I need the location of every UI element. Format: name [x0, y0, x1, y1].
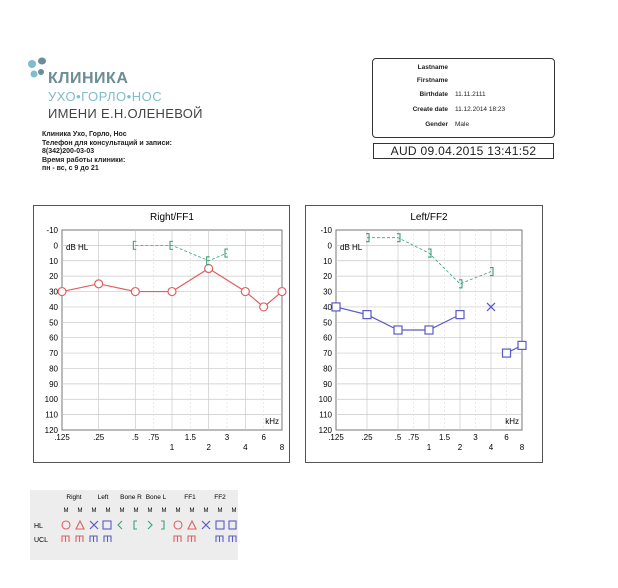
- legend-column-header: Bone R: [120, 494, 142, 501]
- data-point: [168, 288, 176, 296]
- y-tick-label: -10: [46, 226, 58, 235]
- clinic-name: КЛИНИКА: [48, 70, 129, 87]
- x-tick-label: .25: [93, 433, 105, 442]
- y-tick-label: 70: [49, 349, 58, 359]
- x-tick-label: .5: [131, 433, 139, 442]
- y-tick-label: 70: [323, 349, 332, 359]
- y-tick-label: 0: [53, 241, 58, 251]
- legend-bracket-right-icon: [161, 521, 164, 529]
- data-point: [205, 264, 213, 272]
- legend-ucl-icon: [188, 536, 195, 542]
- patient-field-label: Create date: [412, 106, 448, 113]
- audiogram-left-frame: [305, 205, 543, 463]
- legend-sub-label: M: [217, 508, 223, 514]
- contact-line: Время работы клиники:: [42, 156, 126, 164]
- legend-sub-label: M: [77, 508, 83, 514]
- legend-sub-label: M: [161, 508, 167, 514]
- clinic-dedication: ИМЕНИ Е.Н.ОЛЕНЕВОЙ: [48, 106, 203, 121]
- legend-column-header: Bone L: [145, 494, 167, 501]
- x-tick-label: 1: [426, 443, 432, 452]
- y-tick-label: 50: [49, 318, 58, 328]
- data-point: [131, 288, 139, 296]
- x-tick-label: 8: [279, 443, 285, 452]
- legend-sub-label: M: [133, 508, 139, 514]
- y-tick-label: 110: [319, 410, 332, 420]
- data-point: [503, 349, 511, 357]
- patient-field-label: Firstname: [416, 77, 448, 84]
- x-tick-label: 4: [488, 443, 494, 452]
- legend-triangle-icon: [188, 521, 196, 529]
- x-tick-label: 1: [169, 443, 175, 452]
- symbol-legend: [30, 490, 238, 560]
- patient-field-label: Lastname: [417, 64, 448, 71]
- legend-sub-label: M: [63, 508, 69, 514]
- x-axis-label: kHz: [505, 417, 519, 426]
- y-tick-label: 40: [49, 302, 58, 312]
- y-tick-label: 10: [49, 256, 58, 266]
- legend-ucl-icon: [104, 536, 111, 542]
- chart-title: Left/FF2: [410, 212, 448, 223]
- x-tick-label: 2: [457, 443, 463, 452]
- x-tick-label: 1.5: [438, 433, 451, 442]
- x-tick-label: 6: [504, 433, 509, 442]
- legend-cross-icon: [90, 521, 98, 529]
- patient-field-value: 11.11.2111: [455, 91, 486, 98]
- y-axis-label: dB HL: [340, 243, 363, 252]
- x-tick-label: .125: [54, 433, 70, 442]
- legend-angle-right-icon: [148, 521, 152, 529]
- aud-timestamp: AUD 09.04.2015 13:41:52: [373, 143, 554, 159]
- data-point: [241, 288, 249, 296]
- contact-line: пн - вс, с 9 до 21: [42, 165, 99, 172]
- legend-sub-label: M: [119, 508, 125, 514]
- data-point: [260, 303, 268, 311]
- x-tick-label: 8: [519, 443, 525, 452]
- data-point: [518, 341, 526, 349]
- patient-field-label: Birthdate: [419, 91, 448, 98]
- legend-cross-icon: [202, 521, 210, 529]
- legend-sub-label: M: [231, 508, 237, 514]
- symbol-legend-graphic: [30, 490, 238, 560]
- legend-ucl-icon: [62, 536, 69, 542]
- legend-sub-label: M: [105, 508, 111, 514]
- y-tick-label: 30: [323, 287, 332, 297]
- legend-circle-icon: [174, 521, 182, 529]
- x-tick-label: .25: [361, 433, 373, 442]
- clinic-subtitle: УХО•ГОРЛО•НОС: [48, 89, 163, 104]
- y-tick-label: 80: [49, 364, 58, 374]
- data-point: [332, 303, 340, 311]
- legend-square-icon: [229, 521, 236, 529]
- legend-sub-label: M: [175, 508, 181, 514]
- contact-line: Телефон для консультаций и записи:: [42, 139, 172, 147]
- legend-square-icon: [103, 521, 111, 529]
- x-axis-label: kHz: [265, 417, 279, 426]
- patient-field-value: Male: [455, 121, 470, 128]
- audiogram-right: [34, 206, 289, 462]
- clinic-contact-info: [42, 131, 172, 174]
- chart-title: Right/FF1: [150, 212, 194, 223]
- y-tick-label: 20: [49, 272, 58, 282]
- x-tick-label: 3: [473, 433, 478, 442]
- data-point: [425, 326, 433, 334]
- y-tick-label: 30: [49, 287, 58, 297]
- y-tick-label: 90: [49, 379, 58, 389]
- legend-column-header: Right: [66, 494, 82, 501]
- audiogram-left: [306, 206, 542, 462]
- y-tick-label: 20: [323, 272, 332, 282]
- y-tick-label: 10: [323, 256, 332, 266]
- y-tick-label: 80: [323, 364, 332, 374]
- legend-row-label: HL: [34, 523, 43, 530]
- clinic-logo-icon: [26, 56, 48, 86]
- y-tick-label: 120: [318, 426, 332, 435]
- legend-ucl-icon: [90, 536, 97, 542]
- y-tick-label: 60: [323, 333, 332, 343]
- legend-column-header: FF2: [214, 494, 226, 501]
- legend-column-header: FF1: [184, 494, 196, 501]
- patient-field-value: 11.12.2014 18:23: [455, 106, 506, 113]
- legend-sub-label: M: [147, 508, 153, 514]
- legend-sub-label: M: [189, 508, 195, 514]
- data-point: [95, 280, 103, 288]
- x-tick-label: .125: [328, 433, 344, 442]
- x-tick-label: .75: [148, 433, 160, 442]
- y-tick-label: 100: [44, 395, 58, 405]
- legend-row-label: UCL: [34, 537, 49, 544]
- x-tick-label: 2: [206, 443, 211, 452]
- legend-ucl-icon: [76, 536, 83, 542]
- y-tick-label: 40: [323, 302, 332, 312]
- x-tick-label: 4: [243, 443, 248, 452]
- x-tick-label: 1.5: [184, 433, 196, 442]
- legend-angle-left-icon: [118, 521, 122, 529]
- legend-ucl-icon: [229, 536, 236, 542]
- legend-sub-label: M: [203, 508, 209, 514]
- legend-bracket-left-icon: [134, 521, 137, 529]
- legend-square-icon: [216, 521, 224, 529]
- patient-info-box: [372, 58, 555, 138]
- y-tick-label: 110: [45, 410, 58, 420]
- y-tick-label: 0: [327, 241, 332, 251]
- y-axis-label: dB HL: [66, 243, 89, 252]
- data-point: [456, 311, 464, 319]
- contact-line: 8(342)200-03-03: [42, 148, 95, 155]
- data-point: [394, 326, 402, 334]
- legend-ucl-icon: [174, 536, 181, 542]
- y-tick-label: 50: [323, 318, 332, 328]
- x-tick-label: .5: [394, 433, 402, 442]
- legend-circle-icon: [62, 521, 70, 529]
- x-tick-label: 6: [261, 433, 266, 442]
- x-tick-label: .75: [407, 433, 420, 442]
- y-tick-label: -10: [320, 226, 332, 235]
- y-tick-label: 120: [44, 426, 58, 435]
- patient-field-label: Gender: [425, 121, 448, 128]
- y-tick-label: 90: [323, 379, 332, 389]
- data-point: [58, 288, 66, 296]
- legend-triangle-icon: [76, 521, 84, 529]
- legend-ucl-icon: [216, 536, 223, 542]
- contact-line: Клиника Ухо, Горло, Нос: [42, 131, 127, 138]
- y-tick-label: 100: [318, 395, 332, 405]
- x-tick-label: 3: [224, 433, 230, 442]
- y-tick-label: 60: [49, 333, 58, 343]
- audiogram-right-frame: [33, 205, 290, 463]
- data-point: [363, 311, 371, 319]
- legend-sub-label: M: [91, 508, 97, 514]
- legend-column-header: Left: [97, 494, 109, 501]
- data-point: [278, 288, 286, 296]
